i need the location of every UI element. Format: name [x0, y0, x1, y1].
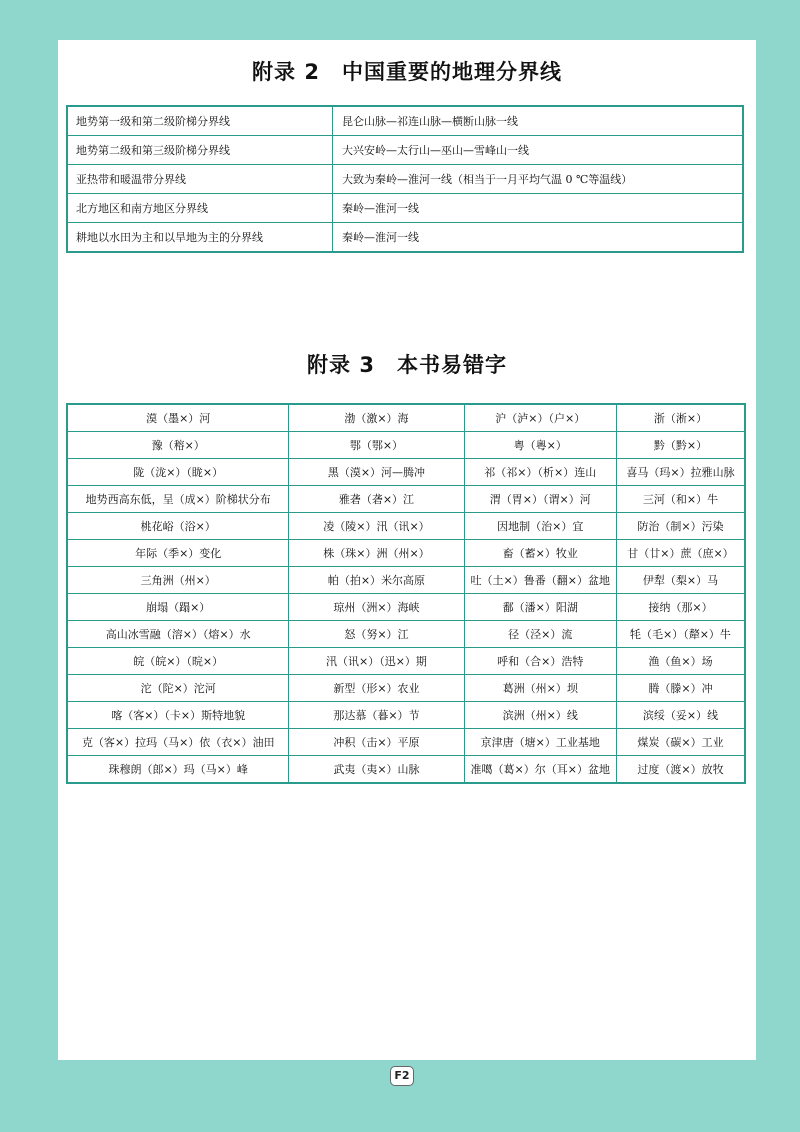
table-cell: 秦岭—淮河一线	[333, 194, 744, 223]
table-cell: 粤（粵×）	[464, 432, 616, 459]
table-cell: 那达慕（暮×）节	[289, 702, 464, 729]
table-cell: 伊犁（梨×）马	[616, 567, 745, 594]
table-cell: 株（珠×）洲（州×）	[289, 540, 464, 567]
table-cell: 陇（泷×）（眬×）	[67, 459, 289, 486]
table-cell: 因地制（治×）宜	[464, 513, 616, 540]
boundary-lines-table	[66, 105, 744, 253]
table-cell: 凌（陵×）汛（讯×）	[289, 513, 464, 540]
table-row	[67, 540, 745, 567]
table-cell: 京津唐（塘×）工业基地	[464, 729, 616, 756]
table-cell: 亚热带和暖温带分界线	[67, 165, 333, 194]
table-row	[67, 621, 745, 648]
table-cell: 北方地区和南方地区分界线	[67, 194, 333, 223]
table-row	[67, 459, 745, 486]
table-cell: 年际（季×）变化	[67, 540, 289, 567]
table-cell: 渤（激×）海	[289, 404, 464, 432]
table-cell: 黑（漠×）河—腾冲	[289, 459, 464, 486]
table-cell: 滨洲（州×）线	[464, 702, 616, 729]
table-row	[67, 675, 745, 702]
table-row	[67, 567, 745, 594]
table-cell: 桃花峪（浴×）	[67, 513, 289, 540]
table-row	[67, 486, 745, 513]
table-cell: 昆仑山脉—祁连山脉—横断山脉一线	[333, 106, 744, 136]
table-cell: 耕地以水田为主和以旱地为主的分界线	[67, 223, 333, 253]
table-cell: 帕（拍×）米尔高原	[289, 567, 464, 594]
table-row	[67, 729, 745, 756]
table-cell: 皖（皖×）（晥×）	[67, 648, 289, 675]
table-cell: 煤炭（碳×）工业	[616, 729, 745, 756]
table-cell: 三河（和×）牛	[616, 486, 745, 513]
table-row	[67, 594, 745, 621]
table-cell: 喜马（玛×）拉雅山脉	[616, 459, 745, 486]
table-cell: 鄂（鄂×）	[289, 432, 464, 459]
table-cell: 渔（鱼×）场	[616, 648, 745, 675]
table-cell: 葛洲（州×）坝	[464, 675, 616, 702]
table-cell: 沱（陀×）沱河	[67, 675, 289, 702]
table-cell: 汛（讯×）（迅×）期	[289, 648, 464, 675]
table-cell: 滨绥（妥×）线	[616, 702, 745, 729]
table-row	[67, 136, 743, 165]
table-cell: 地势西高东低，呈（成×）阶梯状分布	[67, 486, 289, 513]
table-cell: 克（客×）拉玛（马×）依（衣×）油田	[67, 729, 289, 756]
table-row	[67, 432, 745, 459]
table-cell: 黔（黔×）	[616, 432, 745, 459]
table-cell: 地势第一级和第二级阶梯分界线	[67, 106, 333, 136]
table-row	[67, 702, 745, 729]
table-cell: 冲积（击×）平原	[289, 729, 464, 756]
table-cell: 甘（廿×）蔗（庶×）	[616, 540, 745, 567]
table-cell: 高山冰雪融（溶×）（熔×）水	[67, 621, 289, 648]
table-row	[67, 223, 743, 253]
table-cell: 大兴安岭—太行山—巫山—雪峰山一线	[333, 136, 744, 165]
table-row	[67, 404, 745, 432]
table-cell: 雅砻（砻×）江	[289, 486, 464, 513]
table-cell: 豫（穃×）	[67, 432, 289, 459]
table-cell: 地势第二级和第三级阶梯分界线	[67, 136, 333, 165]
table-row	[67, 165, 743, 194]
table-cell: 武夷（夷×）山脉	[289, 756, 464, 784]
table-cell: 喀（客×）（卡×）斯特地貌	[67, 702, 289, 729]
table-cell: 琼州（洲×）海峡	[289, 594, 464, 621]
table-cell: 秦岭—淮河一线	[333, 223, 744, 253]
table-cell: 鄱（潘×）阳湖	[464, 594, 616, 621]
table-cell: 怒（努×）江	[289, 621, 464, 648]
table-row	[67, 513, 745, 540]
table-cell: 畜（蓄×）牧业	[464, 540, 616, 567]
table-cell: 崩塌（蹋×）	[67, 594, 289, 621]
table-cell: 新型（形×）农业	[289, 675, 464, 702]
table-cell: 腾（滕×）冲	[616, 675, 745, 702]
table-cell: 牦（毛×）（犛×）牛	[616, 621, 745, 648]
table-row	[67, 106, 743, 136]
common-typos-table	[66, 403, 746, 784]
table-cell: 呼和（合×）浩特	[464, 648, 616, 675]
table-cell: 漠（墨×）河	[67, 404, 289, 432]
table-row	[67, 194, 743, 223]
table-cell: 渭（胃×）（谓×）河	[464, 486, 616, 513]
table-cell: 准噶（葛×）尔（耳×）盆地	[464, 756, 616, 784]
table-cell: 祁（祁×）（析×）连山	[464, 459, 616, 486]
table-cell: 过度（渡×）放牧	[616, 756, 745, 784]
table-cell: 沪（泸×）（户×）	[464, 404, 616, 432]
page-number: F2	[390, 1066, 414, 1086]
table-cell: 防治（制×）污染	[616, 513, 745, 540]
table-cell: 浙（淅×）	[616, 404, 745, 432]
document-page	[58, 40, 756, 1060]
table-cell: 大致为秦岭—淮河一线（相当于一月平均气温 0 ℃等温线）	[333, 165, 744, 194]
appendix3-title: 附录 3 本书易错字	[307, 353, 507, 377]
table-cell: 接纳（那×）	[616, 594, 745, 621]
table-cell: 三角洲（州×）	[67, 567, 289, 594]
table-cell: 吐（土×）鲁番（翻×）盆地	[464, 567, 616, 594]
appendix2-title: 附录 2 中国重要的地理分界线	[252, 60, 562, 84]
table-row	[67, 756, 745, 784]
table-cell: 珠穆朗（郎×）玛（马×）峰	[67, 756, 289, 784]
table-cell: 径（泾×）流	[464, 621, 616, 648]
table-row	[67, 648, 745, 675]
